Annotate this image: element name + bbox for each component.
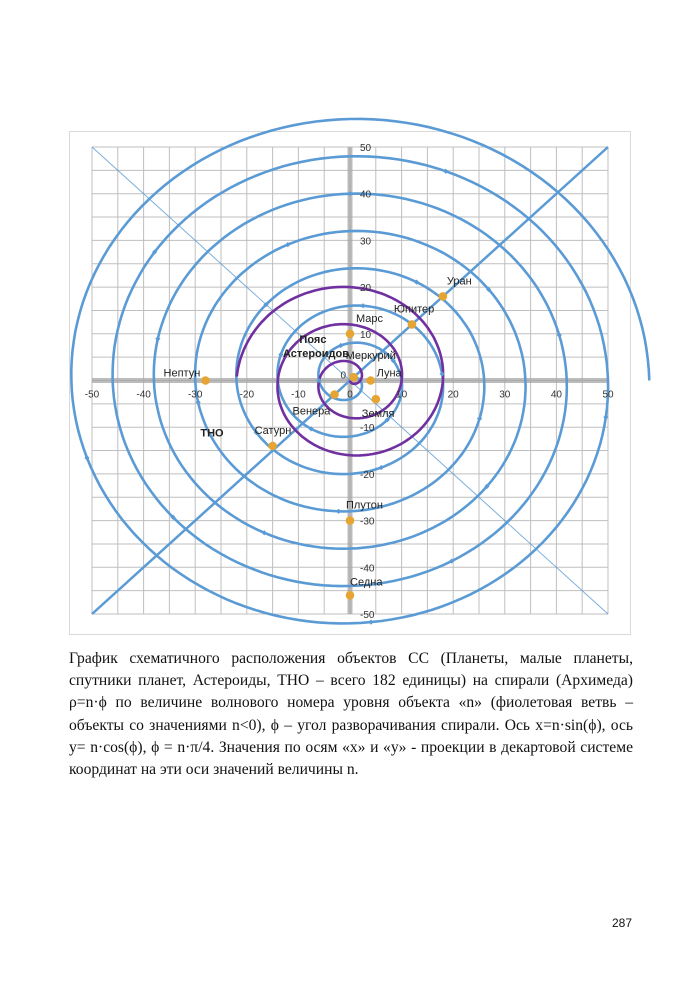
data-point: [346, 516, 355, 525]
y-tick-label: -10: [360, 423, 375, 435]
annotation-label: Астероидов: [282, 348, 350, 361]
y-tick-label: -50: [360, 610, 375, 621]
x-tick-label: 30: [499, 389, 511, 401]
data-point: [346, 591, 355, 600]
annotation-label: Пояс: [299, 334, 327, 347]
point-label: Меркурий: [345, 350, 396, 363]
y-tick-label: -40: [360, 563, 375, 575]
spiral-marker: [360, 303, 365, 308]
x-tick-label: 20: [447, 389, 459, 401]
y-tick-label: 20: [360, 283, 372, 295]
y-tick-label: -20: [360, 469, 375, 481]
point-label: Луна: [376, 367, 402, 380]
data-point: [408, 320, 417, 329]
data-point: [346, 330, 355, 339]
x-tick-label: 40: [550, 389, 562, 401]
point-label: Плутон: [346, 499, 383, 512]
point-label: Уран: [446, 275, 472, 288]
x-tick-label: -20: [239, 389, 255, 401]
x-tick-label: -40: [136, 389, 151, 401]
x-tick-label: 0: [347, 389, 353, 401]
spiral-marker: [155, 336, 160, 341]
point-label: Марс: [356, 312, 384, 325]
caption-line: ρ=n·ϕ по величине волнового номера уровня объекта «n» (фиолетовая ветвь –: [69, 694, 633, 712]
point-label: Нептун: [163, 367, 201, 380]
data-point: [201, 376, 210, 385]
data-point: [366, 376, 375, 385]
caption-line: График схематичного расположения объектов СС (Планеты, малые планеты,: [69, 650, 633, 667]
y-tick-label: 50: [360, 143, 372, 154]
x-tick-label: -10: [291, 389, 306, 401]
y-tick-label: 30: [360, 236, 372, 248]
spiral-marker: [336, 509, 341, 514]
point-label: Юпитер: [393, 303, 435, 316]
data-point: [372, 395, 381, 404]
caption-line: y= n·cos(ϕ), ϕ = n·π/4. Значения по осям «x» и «y» - проекции в декартовой системе: [69, 738, 633, 756]
caption-line: координат на эти оси значений величины n.: [69, 761, 359, 779]
figure-caption: [69, 648, 633, 781]
page-number: 287: [611, 916, 632, 930]
x-tick-label: 50: [602, 389, 614, 401]
point-label: Венера: [292, 405, 331, 418]
caption-line: объекты со значениями n<0), ϕ – угол разворачивания спирали. Ось x=n·sin(ϕ), ось: [69, 716, 633, 734]
x-tick-label: -30: [187, 389, 203, 401]
data-point: [330, 390, 339, 399]
data-point: [439, 292, 448, 301]
origin-tick-label: 0: [340, 370, 346, 382]
point-label: Земля: [361, 408, 395, 421]
y-tick-label: 40: [360, 189, 372, 201]
annotation-label: ТНО: [200, 427, 224, 440]
y-tick-label: -30: [360, 516, 375, 528]
x-tick-label: -50: [84, 389, 100, 401]
caption-line: спутники планет, Астероиды, ТНО – всего 182 единицы) на спирали (Архимеда): [69, 672, 633, 690]
data-point: [349, 373, 358, 382]
data-point: [268, 442, 277, 451]
x-tick-label: 10: [396, 389, 408, 401]
y-tick-label: 10: [360, 329, 372, 341]
point-label: Седна: [350, 576, 383, 589]
point-label: Сатурн: [254, 424, 292, 437]
